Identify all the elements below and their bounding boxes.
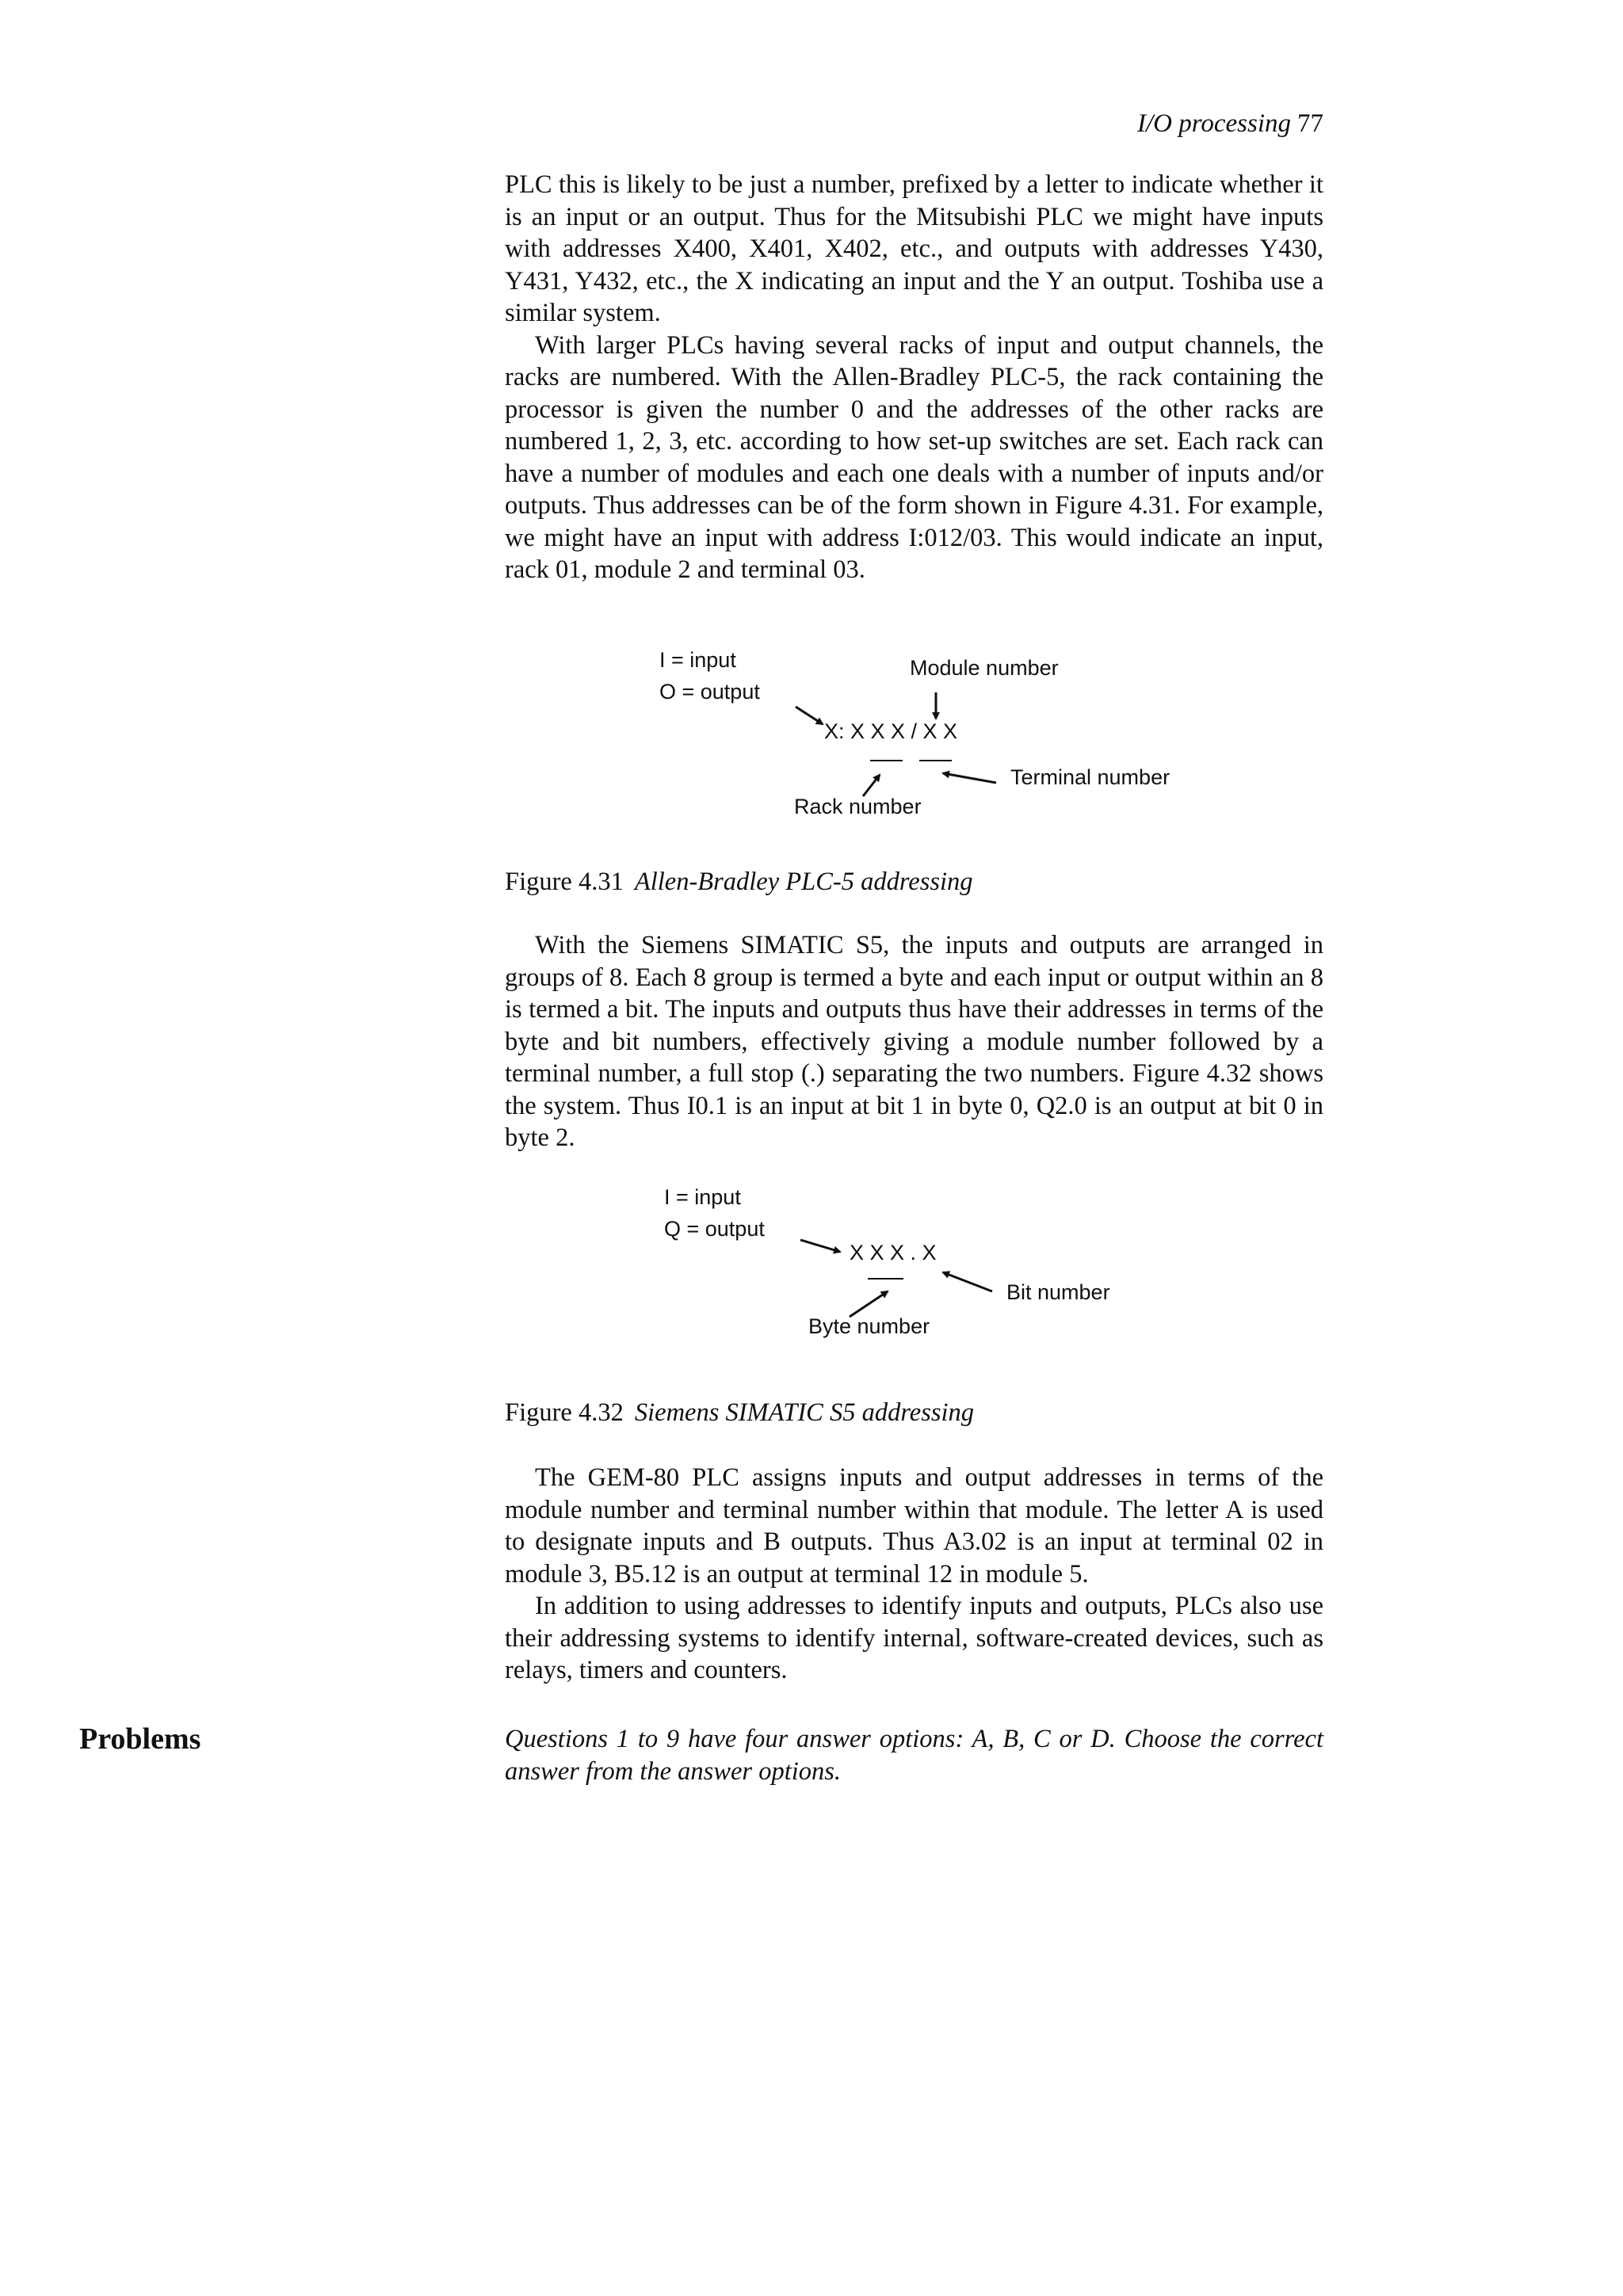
figure-4-32-caption xyxy=(505,1397,974,1428)
paragraph: With larger PLCs having several racks of input and output channels, the racks are numbered. With the Allen-Bradley PLC-5, the rack containing the processor is given the number 0 and the addresses of the other racks are numbered 1, 2, 3, etc. according to how set-up switches are set. Each rack can have a number of modules and each one deals with a number of inputs and/or outputs. Thus addresses can be of the form shown in Figure 4.31. For example, we might have an input with address I:012/03. This would indicate an input, rack 01, module 2 and terminal 03. xyxy=(505,330,1323,584)
fig432-arrow-bit xyxy=(943,1272,992,1291)
problems-heading: Problems xyxy=(79,1722,201,1756)
fig432-arrow-type xyxy=(800,1240,840,1252)
fig431-address-format: X: X X X / X X xyxy=(824,719,958,743)
fig432-arrow-byte xyxy=(850,1291,888,1317)
paragraph: PLC this is likely to be just a number, prefixed by a letter to indicate whether it is an input or an output. Thus for the Mitsubishi PLC we might have inputs with addresses X400, X401, X402, etc., and outputs with addresses Y430, Y431, Y432, etc., the X indicating an input and the Y an output. Toshiba use a similar system. xyxy=(505,170,1323,327)
fig432-byte-number-label: Byte number xyxy=(808,1314,930,1338)
running-head-title: I/O processing xyxy=(1136,109,1291,138)
fig431-arrow-rack xyxy=(863,775,880,796)
fig431-input-label: I = input xyxy=(659,648,736,672)
fig432-address-format: X X X . X xyxy=(850,1241,937,1264)
figure-4-32 xyxy=(650,1180,1125,1355)
body-text-bottom xyxy=(505,1462,1323,1687)
figure-4-31 xyxy=(650,643,1189,826)
fig431-rack-number-label: Rack number xyxy=(794,795,922,818)
paragraph: In addition to using addresses to identify inputs and outputs, PLCs also use their addressing systems to identify internal, software-created devices, such as relays, timers and counters. xyxy=(505,1592,1323,1684)
fig432-output-label: Q = output xyxy=(664,1217,765,1241)
body-text-middle xyxy=(505,929,1323,1154)
fig431-arrow-terminal xyxy=(943,773,996,783)
caption-label: Figure 4.31 xyxy=(505,868,624,896)
problems-intro: Questions 1 to 9 have four answer options: A, B, C or D. Choose the correct answer from the answer options. xyxy=(505,1725,1323,1786)
caption-title: Allen-Bradley PLC-5 addressing xyxy=(634,868,973,896)
fig431-module-number-label: Module number xyxy=(910,656,1059,680)
running-head xyxy=(1137,108,1323,139)
paragraph: The GEM-80 PLC assigns inputs and output addresses in terms of the module number and terminal number within that module. The letter A is used to designate inputs and B outputs. Thus A3.02 is an input at terminal 02 in module 3, B5.12 is an output at terminal 12 in module 5. xyxy=(505,1463,1323,1589)
problems-section xyxy=(505,1723,1323,1787)
fig431-arrow-type xyxy=(796,707,823,724)
caption-title: Siemens SIMATIC S5 addressing xyxy=(634,1398,975,1427)
fig432-input-label: I = input xyxy=(664,1185,741,1209)
fig431-output-label: O = output xyxy=(659,680,760,704)
fig431-terminal-number-label: Terminal number xyxy=(1010,765,1170,789)
body-text-top xyxy=(505,169,1323,586)
paragraph: With the Siemens SIMATIC S5, the inputs and outputs are arranged in groups of 8. Each 8 group is termed a byte and each input or output within an 8 is termed a bit. The inputs and outputs thus have their addresses in terms of the byte and bit numbers, effectively giving a module number followed by a terminal number, a full stop (.) separating the two numbers. Figure 4.32 shows the system. Thus I0.1 is an input at bit 1 in byte 0, Q2.0 is an output at bit 0 in byte 2. xyxy=(505,931,1323,1152)
figure-4-31-caption xyxy=(505,866,973,898)
page-number: 77 xyxy=(1297,109,1323,138)
fig432-bit-number-label: Bit number xyxy=(1006,1280,1110,1304)
caption-label: Figure 4.32 xyxy=(505,1398,624,1427)
